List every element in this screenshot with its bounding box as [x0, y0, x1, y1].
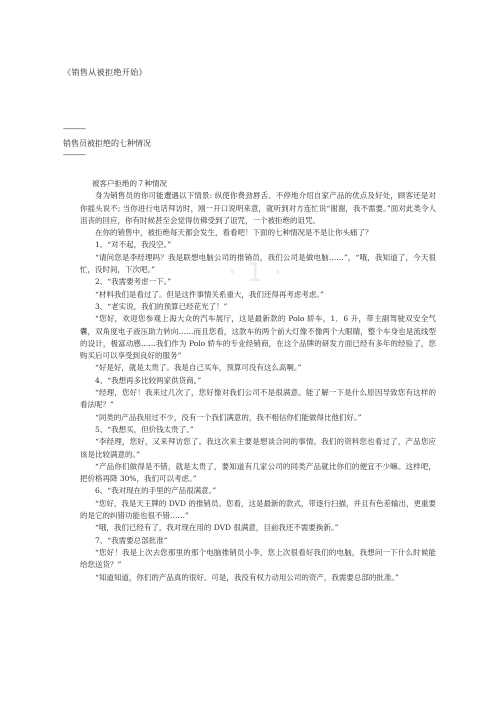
body-paragraph: 在你的销售中，被拒绝每天都会发生，看看吧！下面的七种情况是不是让你头痛了？ [95, 228, 373, 238]
document-body [80, 178, 436, 584]
case-heading: 3、“老实说，我们的预算已经花光了！” [95, 301, 228, 311]
body-paragraph: “李经理，您好，又来拜访您了。我这次来主要是想谈合同的事情。我们的资料您也看过了，产品您应该是比较满意的。” [80, 437, 436, 459]
body-paragraph: “知道知道，你们的产品真的很好。可是，我没有权力动用公司的资产，我需要总部的批准。” [95, 572, 399, 582]
case-heading: 4、“我想再多比较两家供货商。” [95, 375, 202, 385]
body-paragraph: “产品你们做得是不错，就是太贵了，要知道有几家公司的同类产品就比你们的便宜不少嘛。这样吧，把价格再降 30%，我们可以考虑。” [80, 461, 436, 484]
case-heading: 2、“我需要考虑一下。” [95, 277, 172, 287]
body-paragraph: “材料我们是看过了。但是这件事情关系重大，我们还得再考虑考虑。” [95, 289, 324, 299]
document-title: 《销售从被拒绝开始》 [63, 67, 147, 77]
body-paragraph: “好是好，就是太贵了。我是自己买车，预算可没有这么高啊。” [95, 363, 302, 373]
body-paragraph: “您好，欢迎您参观上海大众的汽车展厅，这是最新款的 Polo 轿车，1．6 升，带主副驾驶双安全气囊，双角度电子液压助力转向……而且您看，这款车的两个前大灯像不像两个大眼睛，整个车身也是流线型的设计，极富动感……我们作为 Polo 轿车的专业经销商，在这个品牌的研发方面已经有多年的经验了，您购买后可以享受到良好的服务” [80, 314, 436, 361]
case-heading: 6、“我对现在的手里的产品很满意。” [95, 486, 217, 496]
divider-line-top: ------------ [63, 125, 86, 133]
body-paragraph: 被客户拒绝的７种情况 [92, 179, 167, 188]
body-paragraph: 身为销售员的你可能遭遇以下情景: 纵使你费劲唇舌、不停地介绍自家产品的优点及好处，顾客还是对你摇头说不; 当你进行电话拜访时，刚一开口说明来意，就听到对方连忙说“谢谢，我不需要。”面对此类令人沮丧的回应，你有时候甚至会觉得仿佛受到了诅咒，一个被拒绝的诅咒。 [80, 191, 436, 225]
case-heading: 7、“我需要总部批准” [95, 535, 168, 545]
body-paragraph: “哦，我们已经有了，我对现在用的 DVD 很满意，目前我还不需要换新。” [95, 523, 339, 533]
case-heading: 1、“对不起，我没空。” [95, 240, 172, 250]
body-paragraph: “您好！我是上次去您那里的那个电脑推销员小李，您上次很看好我们的电脑，我想问一下什么时候能给您送货？” [80, 547, 436, 570]
body-paragraph: “同类的产品我用过不少，没有一个我们满意的，我不相信你们能做得比他们好。” [95, 412, 362, 422]
body-paragraph: “请问您是李经理吗？我是联想电脑公司的推销员，我们公司是做电脑……”，“哦，我知道了，今天很忙，没时间，下次吧。” [80, 252, 436, 275]
body-paragraph: “您好，我是天王牌的 DVD 的推销员。您看，这是最新的款式，带逐行扫描，并且有色差输出，更重要的是它的纠错功能也很不错……” [80, 498, 436, 521]
divider-line-bottom: ------------ [63, 151, 86, 159]
body-paragraph: “经理，您好！我来过几次了，您好像对我们公司不是很满意。能了解一下是什么原因导致您有这样的看法呢？” [80, 388, 436, 410]
case-heading: 5、“我想买，但价钱太贵了。” [95, 424, 194, 434]
section-heading: 销售员被拒绝的七种情况 [63, 139, 151, 148]
faint-watermark: · 1 · [228, 258, 283, 288]
